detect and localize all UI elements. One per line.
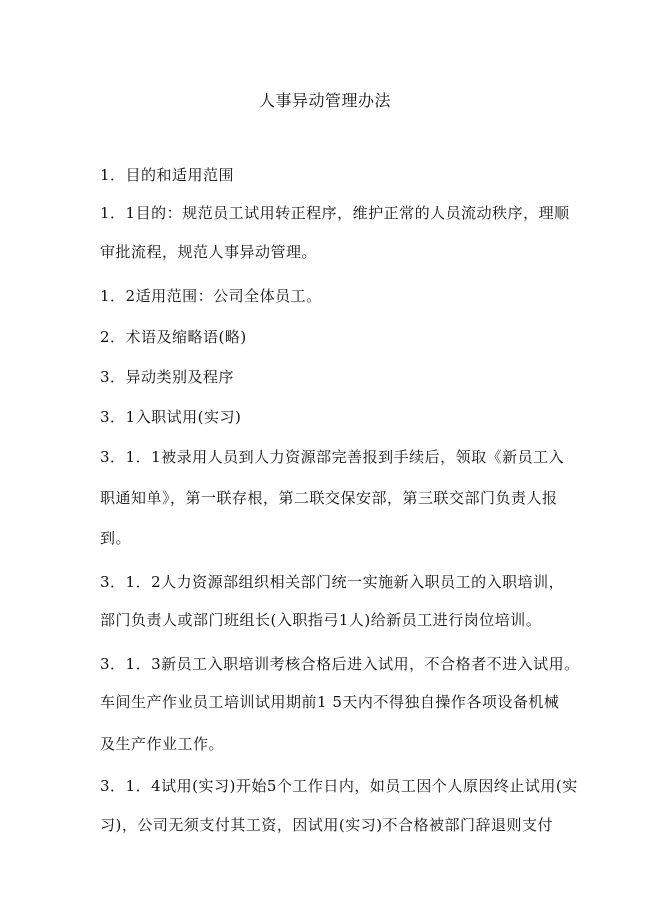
paragraph-line: 车间生产作业员工培训试用期前1 5天内不得独自操作各项设备机械: [100, 693, 560, 711]
paragraph-line: 3．1．3新员工入职培训考核合格后进入试用，不合格者不进入试用。: [100, 655, 580, 673]
paragraph-line: 职通知单》，第一联存根，第二联交保安部，第三联交部门负责人报: [100, 489, 558, 507]
paragraph-line: 3．1．2人力资源部组织相关部门统一实施新入职员工的入职培训，: [100, 573, 565, 591]
paragraph-line: 3．1．4试用(实习)开始5个工作日内，如员工因个人原因终止试用(实: [100, 777, 578, 795]
paragraph-line: 1．1目的：规范员工试用转正程序，维护正常的人员流动秩序，理顺: [100, 204, 570, 222]
section-heading: 1．目的和适用范围: [100, 166, 235, 184]
paragraph-line: 3．1．1被录用人员到人力资源部完善报到手续后，领取《新员工入: [100, 448, 565, 466]
paragraph-line: 到。: [100, 529, 132, 547]
paragraph-line: 部门负责人或部门班组长(入职指弓1人)给新员工进行岗位培训。: [100, 611, 542, 629]
paragraph-line: 及生产作业工作。: [100, 735, 225, 753]
section-heading: 3．1入职试用(实习): [100, 408, 242, 426]
paragraph-line: 审批流程，规范人事异动管理。: [100, 243, 318, 261]
paragraph-line: 习)，公司无须支付其工资，因试用(实习)不合格被部门辞退则支付: [100, 816, 554, 834]
paragraph-line: 1．2适用范围：公司全体员工。: [100, 287, 322, 305]
document-title: 人事异动管理办法: [258, 91, 391, 110]
section-heading: 2．术语及缩略语(略): [100, 328, 247, 346]
section-heading: 3．异动类别及程序: [100, 368, 235, 386]
